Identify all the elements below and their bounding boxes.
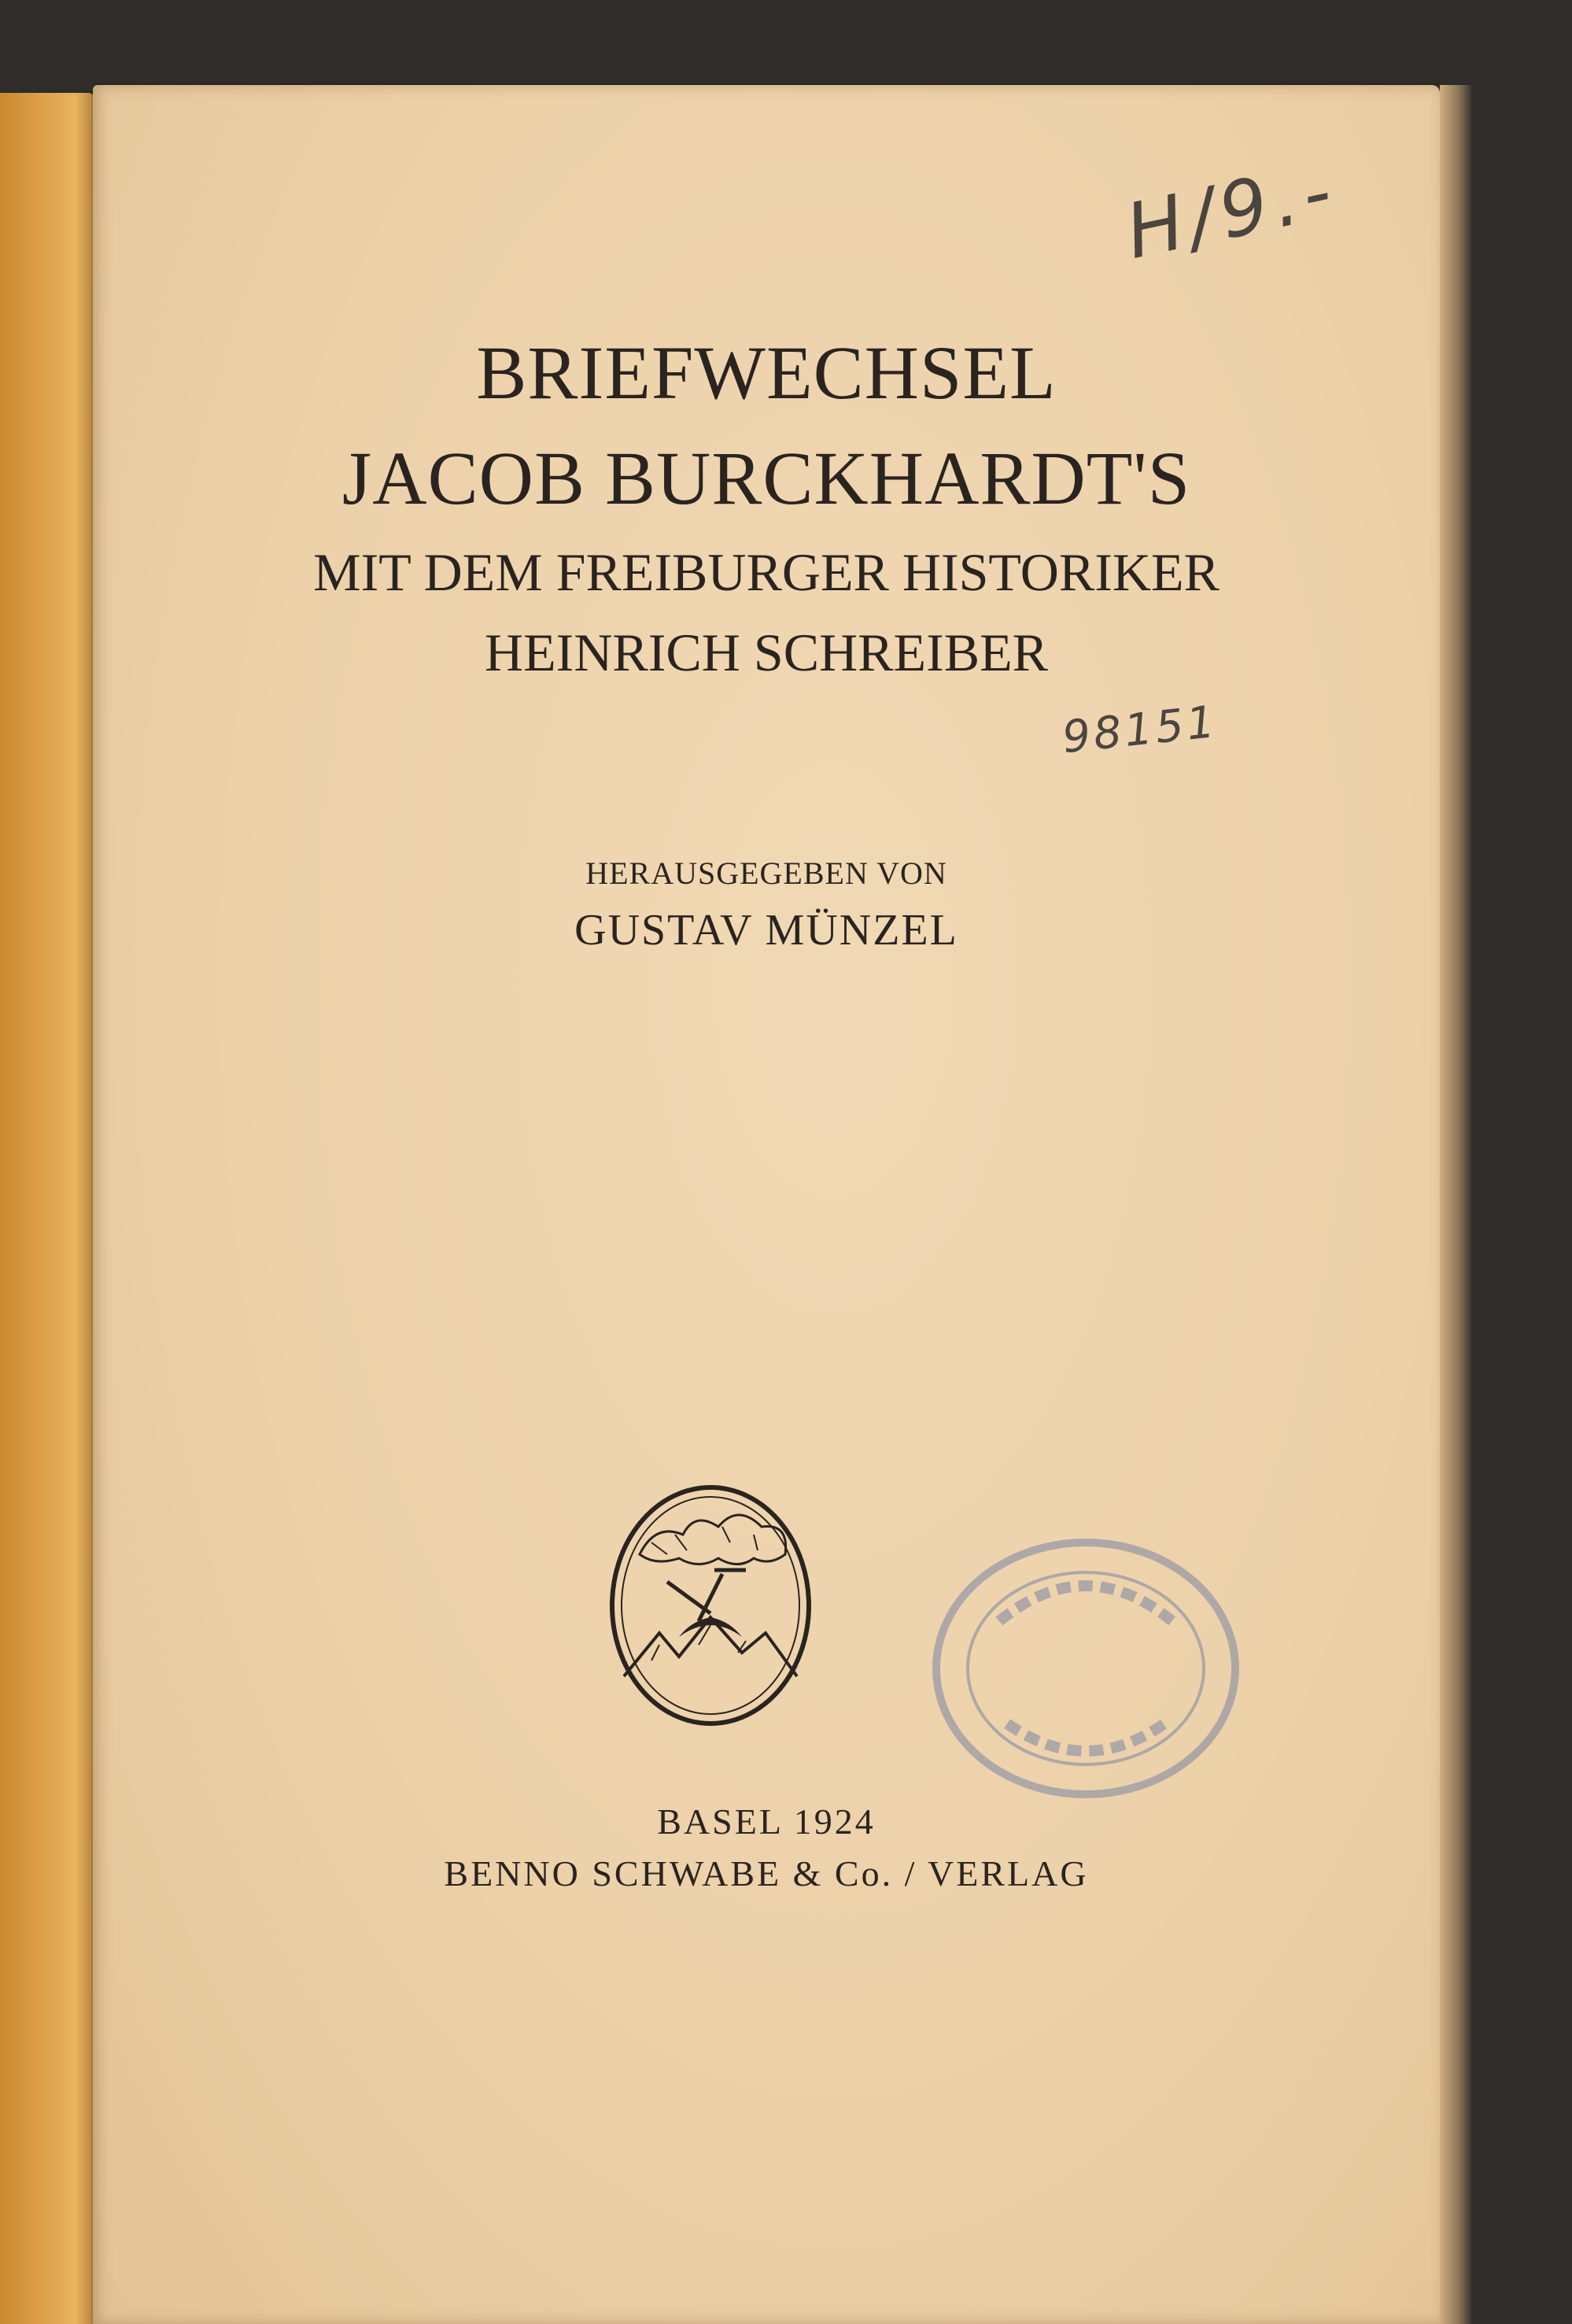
title-line-2: JACOB BURCKHARDT'S bbox=[341, 436, 1191, 520]
library-stamp-icon bbox=[921, 1527, 1251, 1810]
page-right-edge bbox=[1440, 85, 1471, 2324]
editor-label: HERAUSGEGEBEN VON bbox=[585, 855, 947, 891]
title-line-1: BRIEFWECHSEL bbox=[476, 331, 1057, 415]
imprint-publisher: BENNO SCHWABE & Co. / VERLAG bbox=[444, 1853, 1089, 1894]
handwritten-shelf-number: 98151 bbox=[1060, 696, 1221, 764]
editor-name: GUSTAV MÜNZEL bbox=[574, 906, 958, 955]
subtitle-line-1: MIT DEM FREIBURGER HISTORIKER bbox=[313, 542, 1220, 602]
publisher-mark-icon bbox=[604, 1480, 817, 1731]
title-page bbox=[93, 85, 1440, 2324]
handwritten-price-note: H/9.- bbox=[1118, 146, 1345, 276]
subtitle-line-2: HEINRICH SCHREIBER bbox=[485, 623, 1048, 682]
imprint-place-year: BASEL 1924 bbox=[657, 1801, 876, 1842]
